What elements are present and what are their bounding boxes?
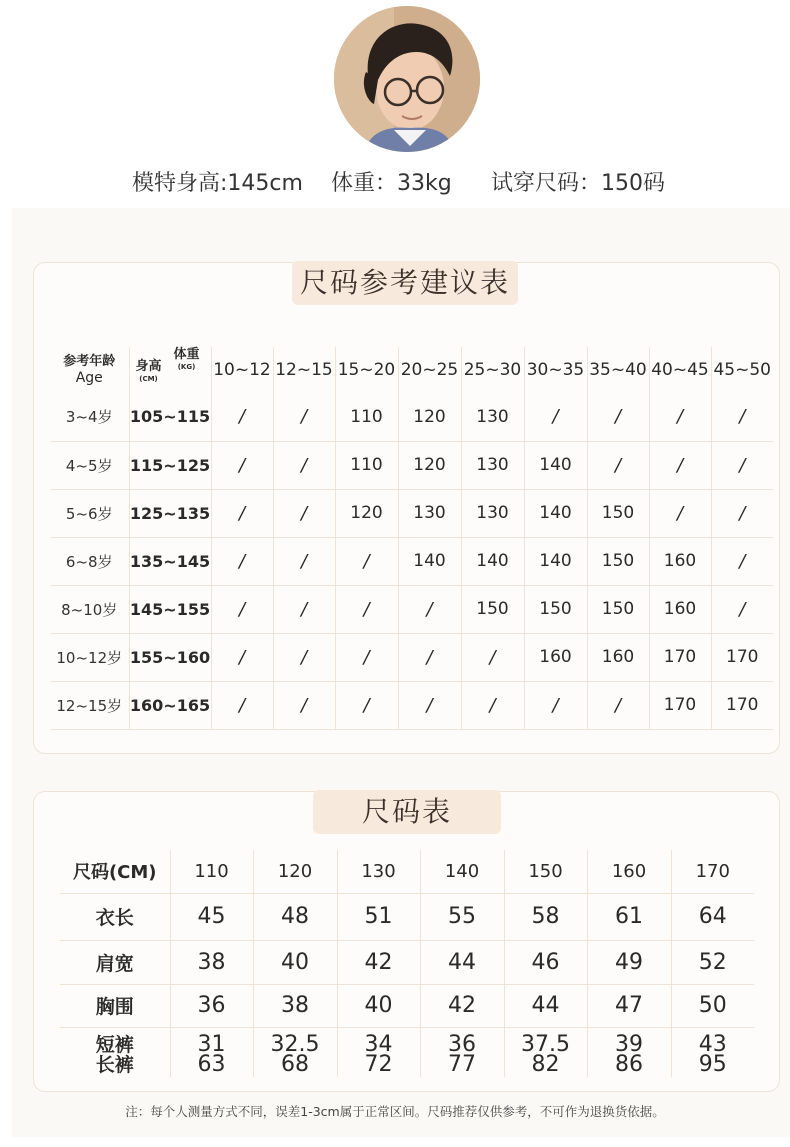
recommended-size-cell: / bbox=[211, 681, 273, 729]
size-chart-title: 尺码表 bbox=[313, 790, 501, 834]
reference-row bbox=[50, 489, 773, 537]
height-range-cell: 135~145 bbox=[129, 537, 211, 585]
recommended-size-cell: 150 bbox=[461, 585, 524, 633]
recommended-size-cell: / bbox=[461, 633, 524, 681]
measurement-value: 42 bbox=[337, 940, 420, 984]
recommended-size-cell: 120 bbox=[398, 441, 461, 489]
recommended-size-cell: / bbox=[398, 681, 461, 729]
height-range-cell: 160~165 bbox=[129, 681, 211, 729]
recommended-size-cell: 120 bbox=[335, 489, 398, 537]
weight-range-header: 15~20 bbox=[335, 347, 398, 393]
measurement-label: 肩宽 bbox=[60, 940, 170, 984]
height-header bbox=[136, 361, 162, 385]
recommended-size-cell: 170 bbox=[711, 633, 773, 681]
recommended-size-cell: / bbox=[211, 633, 273, 681]
recommended-size-cell: / bbox=[398, 585, 461, 633]
recommended-size-cell: / bbox=[587, 681, 649, 729]
measurement-value: 45 bbox=[170, 893, 253, 940]
recommended-size-cell: / bbox=[524, 393, 587, 441]
measurement-value: 68 bbox=[253, 1055, 337, 1077]
measurement-value: 37.5 bbox=[504, 1027, 587, 1055]
recommended-size-cell: / bbox=[273, 441, 335, 489]
measurement-label: 衣长 bbox=[60, 893, 170, 940]
reference-row bbox=[50, 393, 773, 441]
measurement-value: 47 bbox=[587, 984, 671, 1027]
recommended-size-cell: / bbox=[211, 489, 273, 537]
measurement-value: 36 bbox=[170, 984, 253, 1027]
recommended-size-cell: 170 bbox=[649, 681, 711, 729]
recommended-size-cell: / bbox=[587, 441, 649, 489]
recommended-size-cell: 160 bbox=[649, 585, 711, 633]
height-range-cell: 145~155 bbox=[129, 585, 211, 633]
size-header-cell: 150 bbox=[504, 850, 587, 893]
recommended-size-cell: 150 bbox=[587, 585, 649, 633]
recommended-size-cell: 140 bbox=[524, 537, 587, 585]
recommended-size-cell: 130 bbox=[461, 441, 524, 489]
recommended-size-cell: 110 bbox=[335, 441, 398, 489]
size-header-cell: 110 bbox=[170, 850, 253, 893]
size-reference-table bbox=[50, 347, 773, 730]
recommended-size-cell: / bbox=[524, 681, 587, 729]
reference-row bbox=[50, 441, 773, 489]
size-header-label: 尺码(CM) bbox=[60, 850, 170, 893]
height-range-cell: 105~115 bbox=[129, 393, 211, 441]
measurement-value: 39 bbox=[587, 1027, 671, 1055]
age-cell: 10~12岁 bbox=[50, 633, 129, 681]
recommended-size-cell: / bbox=[211, 537, 273, 585]
recommended-size-cell: / bbox=[711, 537, 773, 585]
model-avatar bbox=[334, 6, 480, 152]
measurement-label: 长裤 bbox=[95, 1054, 134, 1076]
recommended-size-cell: 130 bbox=[398, 489, 461, 537]
recommended-size-cell: / bbox=[273, 489, 335, 537]
size-header-row bbox=[60, 850, 754, 893]
measurement-value: 95 bbox=[671, 1055, 754, 1077]
recommended-size-cell: / bbox=[711, 585, 773, 633]
measurement-value: 82 bbox=[504, 1055, 587, 1077]
measurement-value: 52 bbox=[671, 940, 754, 984]
recommended-size-cell: / bbox=[273, 393, 335, 441]
measurement-value: 43 bbox=[671, 1027, 754, 1055]
measurement-value: 77 bbox=[420, 1055, 504, 1077]
weight-header-unit: (KG) bbox=[177, 363, 196, 371]
size-reference-title: 尺码参考建议表 bbox=[292, 261, 518, 305]
measurement-value: 38 bbox=[170, 940, 253, 984]
height-range-cell: 155~160 bbox=[129, 633, 211, 681]
recommended-size-cell: 170 bbox=[649, 633, 711, 681]
weight-header bbox=[174, 349, 200, 373]
recommended-size-cell: / bbox=[649, 489, 711, 537]
recommended-size-cell: / bbox=[649, 393, 711, 441]
size-header-cell: 120 bbox=[253, 850, 337, 893]
measurement-value: 40 bbox=[337, 984, 420, 1027]
recommended-size-cell: / bbox=[211, 441, 273, 489]
weight-range-header: 40~45 bbox=[649, 347, 711, 393]
recommended-size-cell: / bbox=[273, 633, 335, 681]
recommended-size-cell: 150 bbox=[524, 585, 587, 633]
model-photo-icon bbox=[334, 6, 480, 152]
reference-row bbox=[50, 585, 773, 633]
measurement-row bbox=[60, 893, 754, 940]
measurement-value: 49 bbox=[587, 940, 671, 984]
measurement-value: 42 bbox=[420, 984, 504, 1027]
recommended-size-cell: / bbox=[398, 633, 461, 681]
recommended-size-cell: / bbox=[335, 681, 398, 729]
measurement-value: 38 bbox=[253, 984, 337, 1027]
weight-range-header: 25~30 bbox=[461, 347, 524, 393]
measurement-value: 46 bbox=[504, 940, 587, 984]
measurement-label: 短裤 bbox=[95, 1034, 134, 1056]
measurement-value: 34 bbox=[337, 1027, 420, 1055]
measurement-value: 50 bbox=[671, 984, 754, 1027]
recommended-size-cell: / bbox=[273, 681, 335, 729]
size-header-cell: 140 bbox=[420, 850, 504, 893]
measurement-value: 86 bbox=[587, 1055, 671, 1077]
recommended-size-cell: 140 bbox=[524, 489, 587, 537]
recommended-size-cell: / bbox=[273, 585, 335, 633]
measurement-value: 44 bbox=[420, 940, 504, 984]
recommended-size-cell: 150 bbox=[587, 489, 649, 537]
recommended-size-cell: / bbox=[211, 393, 273, 441]
height-range-cell: 115~125 bbox=[129, 441, 211, 489]
size-reference-card bbox=[33, 262, 780, 754]
weight-range-header: 30~35 bbox=[524, 347, 587, 393]
measurement-value: 48 bbox=[253, 893, 337, 940]
size-header-cell: 170 bbox=[671, 850, 754, 893]
weight-header-label: 体重 bbox=[173, 347, 200, 362]
recommended-size-cell: 160 bbox=[587, 633, 649, 681]
measurement-row bbox=[60, 940, 754, 984]
weight-range-header: 12~15 bbox=[273, 347, 335, 393]
recommended-size-cell: / bbox=[211, 585, 273, 633]
recommended-size-cell: / bbox=[335, 633, 398, 681]
height-range-cell: 125~135 bbox=[129, 489, 211, 537]
measurement-value: 40 bbox=[253, 940, 337, 984]
model-trial-size: 试穿尺码：150码 bbox=[491, 171, 665, 196]
size-chart-card bbox=[33, 791, 780, 1092]
size-header-cell: 130 bbox=[337, 850, 420, 893]
age-cell: 3~4岁 bbox=[50, 393, 129, 441]
measurement-value: 61 bbox=[587, 893, 671, 940]
reference-row bbox=[50, 537, 773, 585]
recommended-size-cell: 150 bbox=[587, 537, 649, 585]
age-header bbox=[50, 347, 129, 393]
weight-range-header: 45~50 bbox=[711, 347, 773, 393]
recommended-size-cell: 130 bbox=[461, 393, 524, 441]
age-cell: 12~15岁 bbox=[50, 681, 129, 729]
recommended-size-cell: / bbox=[335, 537, 398, 585]
size-chart-table bbox=[60, 850, 754, 1077]
measurement-value: 44 bbox=[504, 984, 587, 1027]
reference-row bbox=[50, 633, 773, 681]
recommended-size-cell: 140 bbox=[461, 537, 524, 585]
age-cell: 6~8岁 bbox=[50, 537, 129, 585]
measurement-value: 55 bbox=[420, 893, 504, 940]
recommended-size-cell: 170 bbox=[711, 681, 773, 729]
measurement-value: 64 bbox=[671, 893, 754, 940]
measurement-value: 72 bbox=[337, 1055, 420, 1077]
age-header-en: Age bbox=[75, 370, 103, 386]
header-section bbox=[0, 0, 790, 205]
model-height: 模特身高:145cm bbox=[132, 171, 303, 196]
height-weight-header bbox=[129, 347, 211, 393]
measurement-value: 63 bbox=[170, 1055, 253, 1077]
model-weight: 体重：33kg bbox=[331, 171, 452, 196]
height-header-unit: (CM) bbox=[139, 375, 158, 383]
recommended-size-cell: / bbox=[461, 681, 524, 729]
reference-header-row bbox=[50, 347, 773, 393]
weight-range-header: 35~40 bbox=[587, 347, 649, 393]
measurement-value: 58 bbox=[504, 893, 587, 940]
measurement-row bbox=[60, 1027, 754, 1055]
recommended-size-cell: / bbox=[273, 537, 335, 585]
height-header-label: 身高 bbox=[135, 359, 162, 374]
recommended-size-cell: 120 bbox=[398, 393, 461, 441]
measurement-row bbox=[60, 1055, 754, 1077]
age-cell: 5~6岁 bbox=[50, 489, 129, 537]
measurement-value: 32.5 bbox=[253, 1027, 337, 1055]
recommended-size-cell: / bbox=[711, 393, 773, 441]
weight-range-header: 10~12 bbox=[211, 347, 273, 393]
measurement-label: 胸围 bbox=[60, 984, 170, 1027]
age-header-cn: 参考年龄 bbox=[63, 354, 116, 369]
reference-row bbox=[50, 681, 773, 729]
recommended-size-cell: 160 bbox=[524, 633, 587, 681]
recommended-size-cell: 110 bbox=[335, 393, 398, 441]
size-header-cell: 160 bbox=[587, 850, 671, 893]
measurement-value: 36 bbox=[420, 1027, 504, 1055]
recommended-size-cell: / bbox=[711, 441, 773, 489]
recommended-size-cell: 130 bbox=[461, 489, 524, 537]
recommended-size-cell: 140 bbox=[524, 441, 587, 489]
measurement-row bbox=[60, 984, 754, 1027]
recommended-size-cell: / bbox=[711, 489, 773, 537]
measurement-value: 31 bbox=[170, 1027, 253, 1055]
size-disclaimer-note: 注：每个人测量方式不同，误差1-3cm属于正常区间。尺码推荐仅供参考，不可作为退换货依据。 bbox=[125, 1104, 665, 1119]
recommended-size-cell: / bbox=[335, 585, 398, 633]
recommended-size-cell: 160 bbox=[649, 537, 711, 585]
age-cell: 8~10岁 bbox=[50, 585, 129, 633]
recommended-size-cell: 140 bbox=[398, 537, 461, 585]
age-cell: 4~5岁 bbox=[50, 441, 129, 489]
measurement-value: 51 bbox=[337, 893, 420, 940]
recommended-size-cell: / bbox=[649, 441, 711, 489]
recommended-size-cell: / bbox=[587, 393, 649, 441]
weight-range-header: 20~25 bbox=[398, 347, 461, 393]
bottom-strip bbox=[0, 1137, 790, 1147]
